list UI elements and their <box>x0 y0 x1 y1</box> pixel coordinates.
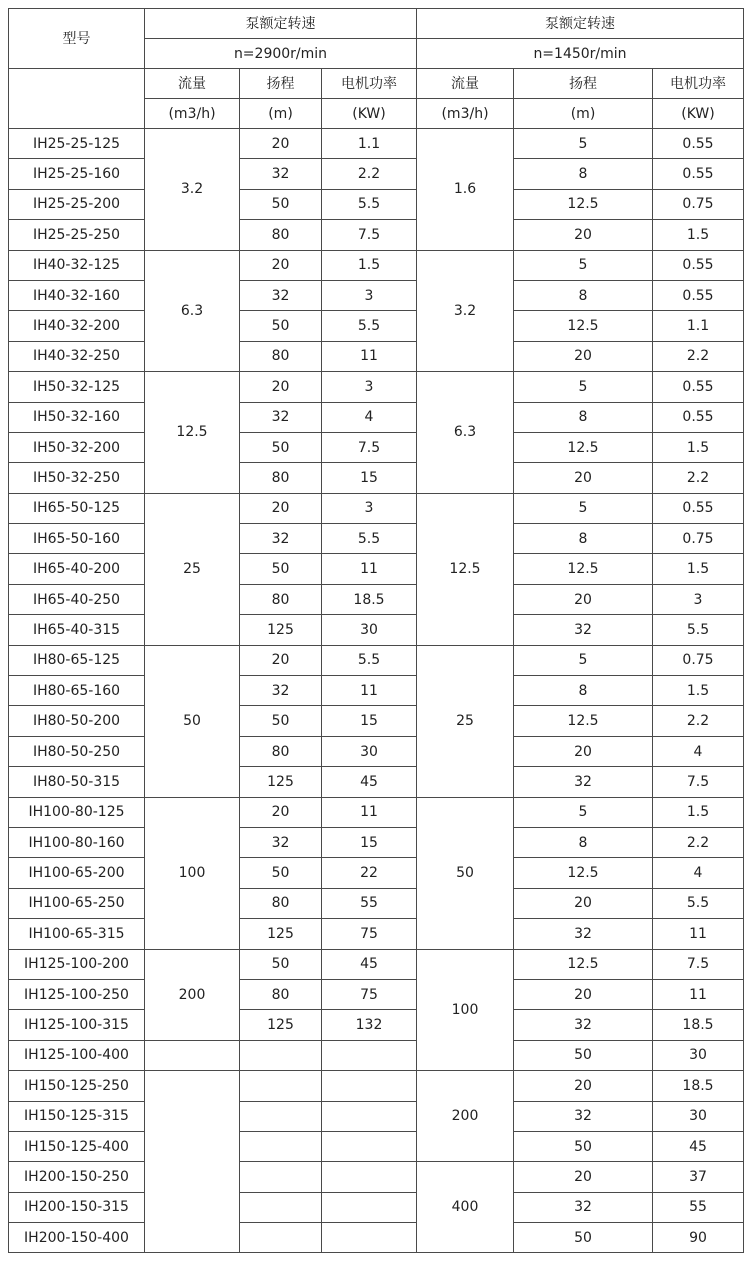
header-power-unit-2900: (KW) <box>322 99 417 129</box>
power-1450-cell: 1.5 <box>653 432 744 462</box>
header-model: 型号 <box>9 9 145 69</box>
head-2900-cell: 20 <box>240 493 322 523</box>
head-2900-cell <box>240 1040 322 1070</box>
power-1450-cell: 30 <box>653 1101 744 1131</box>
head-1450-cell: 12.5 <box>514 189 653 219</box>
table-row <box>9 1131 744 1161</box>
power-1450-cell: 2.2 <box>653 463 744 493</box>
table-row <box>9 797 744 827</box>
head-2900-cell: 20 <box>240 797 322 827</box>
header-speed-2900-value: n=2900r/min <box>145 39 417 69</box>
header-row-speed <box>9 9 744 39</box>
head-1450-cell: 12.5 <box>514 858 653 888</box>
power-1450-cell: 0.75 <box>653 645 744 675</box>
head-1450-cell: 20 <box>514 888 653 918</box>
table-row <box>9 280 744 310</box>
head-1450-cell: 5 <box>514 250 653 280</box>
power-2900-cell <box>322 1131 417 1161</box>
power-2900-cell: 11 <box>322 554 417 584</box>
power-1450-cell: 7.5 <box>653 949 744 979</box>
power-1450-cell: 1.1 <box>653 311 744 341</box>
flow-2900-cell: 200 <box>145 949 240 1040</box>
model-cell: IH25-25-160 <box>9 159 145 189</box>
header-head-1450: 扬程 <box>514 69 653 99</box>
power-1450-cell: 2.2 <box>653 706 744 736</box>
head-2900-cell: 32 <box>240 524 322 554</box>
head-1450-cell: 20 <box>514 584 653 614</box>
model-cell: IH150-125-315 <box>9 1101 145 1131</box>
table-row <box>9 979 744 1009</box>
header-power-2900: 电机功率 <box>322 69 417 99</box>
table-row <box>9 1010 744 1040</box>
head-1450-cell: 5 <box>514 797 653 827</box>
flow-1450-cell: 100 <box>417 949 514 1071</box>
model-cell: IH25-25-250 <box>9 220 145 250</box>
head-2900-cell: 80 <box>240 736 322 766</box>
model-cell: IH80-65-125 <box>9 645 145 675</box>
head-1450-cell: 5 <box>514 372 653 402</box>
header-power-unit-1450: (KW) <box>653 99 744 129</box>
model-cell: IH50-32-125 <box>9 372 145 402</box>
table-row <box>9 827 744 857</box>
header-model-blank <box>9 69 145 129</box>
model-cell: IH65-40-200 <box>9 554 145 584</box>
head-2900-cell: 80 <box>240 979 322 1009</box>
model-cell: IH100-65-200 <box>9 858 145 888</box>
flow-2900-cell: 50 <box>145 645 240 797</box>
power-2900-cell: 5.5 <box>322 311 417 341</box>
power-2900-cell <box>322 1040 417 1070</box>
header-power-1450: 电机功率 <box>653 69 744 99</box>
flow-1450-cell: 50 <box>417 797 514 949</box>
table-row <box>9 1071 744 1101</box>
power-1450-cell: 0.55 <box>653 280 744 310</box>
head-1450-cell: 5 <box>514 493 653 523</box>
power-2900-cell: 3 <box>322 493 417 523</box>
model-cell: IH200-150-400 <box>9 1223 145 1253</box>
model-cell: IH80-50-250 <box>9 736 145 766</box>
table-row <box>9 919 744 949</box>
power-2900-cell: 5.5 <box>322 189 417 219</box>
head-1450-cell: 8 <box>514 827 653 857</box>
head-2900-cell <box>240 1131 322 1161</box>
head-2900-cell: 32 <box>240 402 322 432</box>
spec-table-body <box>9 129 744 1253</box>
header-flow-2900: 流量 <box>145 69 240 99</box>
head-1450-cell: 12.5 <box>514 949 653 979</box>
head-2900-cell: 50 <box>240 706 322 736</box>
flow-2900-cell <box>145 1040 240 1070</box>
table-row <box>9 432 744 462</box>
head-1450-cell: 32 <box>514 767 653 797</box>
head-1450-cell: 32 <box>514 1010 653 1040</box>
power-1450-cell: 0.55 <box>653 250 744 280</box>
head-1450-cell: 20 <box>514 1162 653 1192</box>
table-row <box>9 888 744 918</box>
power-1450-cell: 4 <box>653 858 744 888</box>
model-cell: IH65-50-160 <box>9 524 145 554</box>
head-2900-cell: 20 <box>240 645 322 675</box>
model-cell: IH125-100-315 <box>9 1010 145 1040</box>
header-head-unit-1450: (m) <box>514 99 653 129</box>
power-2900-cell <box>322 1192 417 1222</box>
model-cell: IH25-25-200 <box>9 189 145 219</box>
power-1450-cell: 0.75 <box>653 189 744 219</box>
table-row <box>9 615 744 645</box>
power-2900-cell: 18.5 <box>322 584 417 614</box>
head-1450-cell: 12.5 <box>514 432 653 462</box>
table-row <box>9 767 744 797</box>
model-cell: IH100-80-160 <box>9 827 145 857</box>
power-2900-cell: 11 <box>322 676 417 706</box>
pump-spec-table-container <box>8 8 744 1253</box>
flow-1450-cell: 6.3 <box>417 372 514 494</box>
table-row <box>9 220 744 250</box>
head-1450-cell: 12.5 <box>514 554 653 584</box>
power-1450-cell: 30 <box>653 1040 744 1070</box>
table-row <box>9 1192 744 1222</box>
model-cell: IH80-65-160 <box>9 676 145 706</box>
head-1450-cell: 20 <box>514 1071 653 1101</box>
model-cell: IH150-125-250 <box>9 1071 145 1101</box>
model-cell: IH150-125-400 <box>9 1131 145 1161</box>
head-1450-cell: 32 <box>514 1101 653 1131</box>
power-2900-cell: 3 <box>322 280 417 310</box>
header-speed-2900-title: 泵额定转速 <box>145 9 417 39</box>
power-2900-cell: 22 <box>322 858 417 888</box>
head-2900-cell: 125 <box>240 1010 322 1040</box>
power-1450-cell: 18.5 <box>653 1071 744 1101</box>
flow-2900-cell <box>145 1071 240 1253</box>
power-1450-cell: 5.5 <box>653 615 744 645</box>
model-cell: IH65-40-250 <box>9 584 145 614</box>
model-cell: IH80-50-315 <box>9 767 145 797</box>
model-cell: IH100-65-250 <box>9 888 145 918</box>
table-row <box>9 129 744 159</box>
power-1450-cell: 55 <box>653 1192 744 1222</box>
head-2900-cell: 50 <box>240 189 322 219</box>
power-2900-cell: 15 <box>322 706 417 736</box>
power-1450-cell: 90 <box>653 1223 744 1253</box>
model-cell: IH40-32-160 <box>9 280 145 310</box>
head-1450-cell: 32 <box>514 919 653 949</box>
power-2900-cell <box>322 1223 417 1253</box>
head-2900-cell: 32 <box>240 827 322 857</box>
model-cell: IH100-65-315 <box>9 919 145 949</box>
head-2900-cell: 125 <box>240 767 322 797</box>
table-row <box>9 949 744 979</box>
power-1450-cell: 7.5 <box>653 767 744 797</box>
power-1450-cell: 45 <box>653 1131 744 1161</box>
head-1450-cell: 20 <box>514 979 653 1009</box>
head-1450-cell: 8 <box>514 676 653 706</box>
head-2900-cell: 80 <box>240 584 322 614</box>
head-2900-cell: 32 <box>240 280 322 310</box>
power-1450-cell: 11 <box>653 919 744 949</box>
power-2900-cell: 11 <box>322 797 417 827</box>
head-2900-cell: 50 <box>240 858 322 888</box>
flow-1450-cell: 200 <box>417 1071 514 1162</box>
head-2900-cell: 125 <box>240 615 322 645</box>
head-2900-cell: 80 <box>240 341 322 371</box>
table-row <box>9 645 744 675</box>
header-speed-1450-title: 泵额定转速 <box>417 9 744 39</box>
flow-1450-cell: 12.5 <box>417 493 514 645</box>
power-1450-cell: 0.75 <box>653 524 744 554</box>
power-1450-cell: 4 <box>653 736 744 766</box>
power-1450-cell: 0.55 <box>653 372 744 402</box>
head-1450-cell: 12.5 <box>514 311 653 341</box>
power-1450-cell: 2.2 <box>653 827 744 857</box>
table-row <box>9 189 744 219</box>
flow-2900-cell: 6.3 <box>145 250 240 372</box>
head-2900-cell: 20 <box>240 129 322 159</box>
power-2900-cell: 132 <box>322 1010 417 1040</box>
table-row <box>9 524 744 554</box>
model-cell: IH40-32-200 <box>9 311 145 341</box>
power-2900-cell: 1.1 <box>322 129 417 159</box>
model-cell: IH200-150-315 <box>9 1192 145 1222</box>
flow-1450-cell: 1.6 <box>417 129 514 251</box>
head-2900-cell: 50 <box>240 311 322 341</box>
pump-spec-table <box>8 8 744 1253</box>
power-2900-cell <box>322 1162 417 1192</box>
model-cell: IH80-50-200 <box>9 706 145 736</box>
power-1450-cell: 0.55 <box>653 493 744 523</box>
head-1450-cell: 8 <box>514 159 653 189</box>
model-cell: IH40-32-250 <box>9 341 145 371</box>
head-2900-cell: 50 <box>240 949 322 979</box>
head-2900-cell <box>240 1192 322 1222</box>
power-2900-cell: 7.5 <box>322 220 417 250</box>
table-row <box>9 463 744 493</box>
head-2900-cell: 50 <box>240 554 322 584</box>
header-speed-1450-value: n=1450r/min <box>417 39 744 69</box>
power-2900-cell: 4 <box>322 402 417 432</box>
power-1450-cell: 18.5 <box>653 1010 744 1040</box>
head-2900-cell <box>240 1162 322 1192</box>
flow-1450-cell: 3.2 <box>417 250 514 372</box>
model-cell: IH100-80-125 <box>9 797 145 827</box>
header-head-unit-2900: (m) <box>240 99 322 129</box>
flow-1450-cell: 25 <box>417 645 514 797</box>
head-1450-cell: 12.5 <box>514 706 653 736</box>
head-2900-cell: 20 <box>240 372 322 402</box>
flow-1450-cell: 400 <box>417 1162 514 1253</box>
power-2900-cell <box>322 1071 417 1101</box>
model-cell: IH25-25-125 <box>9 129 145 159</box>
head-2900-cell: 32 <box>240 676 322 706</box>
table-row <box>9 341 744 371</box>
table-row <box>9 493 744 523</box>
table-row <box>9 858 744 888</box>
power-1450-cell: 0.55 <box>653 129 744 159</box>
head-2900-cell: 125 <box>240 919 322 949</box>
table-row <box>9 676 744 706</box>
head-1450-cell: 8 <box>514 524 653 554</box>
power-2900-cell: 11 <box>322 341 417 371</box>
head-1450-cell: 50 <box>514 1040 653 1070</box>
power-1450-cell: 1.5 <box>653 554 744 584</box>
model-cell: IH125-100-250 <box>9 979 145 1009</box>
table-row <box>9 402 744 432</box>
head-1450-cell: 32 <box>514 1192 653 1222</box>
head-2900-cell <box>240 1071 322 1101</box>
head-2900-cell: 80 <box>240 463 322 493</box>
power-1450-cell: 0.55 <box>653 159 744 189</box>
model-cell: IH200-150-250 <box>9 1162 145 1192</box>
table-row <box>9 311 744 341</box>
power-1450-cell: 37 <box>653 1162 744 1192</box>
header-flow-unit-1450: (m3/h) <box>417 99 514 129</box>
table-row <box>9 584 744 614</box>
table-row <box>9 1101 744 1131</box>
head-2900-cell: 80 <box>240 220 322 250</box>
head-1450-cell: 8 <box>514 280 653 310</box>
power-2900-cell: 1.5 <box>322 250 417 280</box>
flow-2900-cell: 100 <box>145 797 240 949</box>
power-2900-cell: 75 <box>322 979 417 1009</box>
power-2900-cell: 45 <box>322 949 417 979</box>
header-head-2900: 扬程 <box>240 69 322 99</box>
head-1450-cell: 32 <box>514 615 653 645</box>
table-row <box>9 736 744 766</box>
head-1450-cell: 50 <box>514 1131 653 1161</box>
head-1450-cell: 8 <box>514 402 653 432</box>
head-1450-cell: 20 <box>514 341 653 371</box>
power-2900-cell: 2.2 <box>322 159 417 189</box>
power-2900-cell: 5.5 <box>322 524 417 554</box>
model-cell: IH65-50-125 <box>9 493 145 523</box>
table-row <box>9 1040 744 1070</box>
head-1450-cell: 50 <box>514 1223 653 1253</box>
model-cell: IH50-32-200 <box>9 432 145 462</box>
head-2900-cell <box>240 1223 322 1253</box>
head-1450-cell: 20 <box>514 220 653 250</box>
head-2900-cell <box>240 1101 322 1131</box>
power-2900-cell: 5.5 <box>322 645 417 675</box>
model-cell: IH65-40-315 <box>9 615 145 645</box>
table-row <box>9 554 744 584</box>
power-1450-cell: 1.5 <box>653 676 744 706</box>
flow-2900-cell: 3.2 <box>145 129 240 251</box>
head-2900-cell: 20 <box>240 250 322 280</box>
flow-2900-cell: 12.5 <box>145 372 240 494</box>
model-cell: IH125-100-200 <box>9 949 145 979</box>
power-2900-cell: 45 <box>322 767 417 797</box>
head-1450-cell: 5 <box>514 645 653 675</box>
flow-2900-cell: 25 <box>145 493 240 645</box>
header-flow-1450: 流量 <box>417 69 514 99</box>
power-2900-cell: 30 <box>322 615 417 645</box>
power-2900-cell: 7.5 <box>322 432 417 462</box>
head-2900-cell: 32 <box>240 159 322 189</box>
table-row <box>9 159 744 189</box>
table-row <box>9 1223 744 1253</box>
model-cell: IH50-32-160 <box>9 402 145 432</box>
head-2900-cell: 50 <box>240 432 322 462</box>
power-2900-cell: 3 <box>322 372 417 402</box>
power-1450-cell: 2.2 <box>653 341 744 371</box>
table-row <box>9 1162 744 1192</box>
power-1450-cell: 1.5 <box>653 797 744 827</box>
power-2900-cell: 75 <box>322 919 417 949</box>
head-1450-cell: 20 <box>514 463 653 493</box>
table-row <box>9 250 744 280</box>
table-row <box>9 372 744 402</box>
power-1450-cell: 3 <box>653 584 744 614</box>
power-1450-cell: 0.55 <box>653 402 744 432</box>
table-row <box>9 706 744 736</box>
power-2900-cell: 30 <box>322 736 417 766</box>
head-1450-cell: 5 <box>514 129 653 159</box>
header-flow-unit-2900: (m3/h) <box>145 99 240 129</box>
power-1450-cell: 5.5 <box>653 888 744 918</box>
power-2900-cell: 15 <box>322 463 417 493</box>
model-cell: IH125-100-400 <box>9 1040 145 1070</box>
power-2900-cell: 55 <box>322 888 417 918</box>
header-row-columns <box>9 69 744 99</box>
head-2900-cell: 80 <box>240 888 322 918</box>
head-1450-cell: 20 <box>514 736 653 766</box>
model-cell: IH40-32-125 <box>9 250 145 280</box>
power-2900-cell <box>322 1101 417 1131</box>
power-2900-cell: 15 <box>322 827 417 857</box>
power-1450-cell: 1.5 <box>653 220 744 250</box>
power-1450-cell: 11 <box>653 979 744 1009</box>
model-cell: IH50-32-250 <box>9 463 145 493</box>
